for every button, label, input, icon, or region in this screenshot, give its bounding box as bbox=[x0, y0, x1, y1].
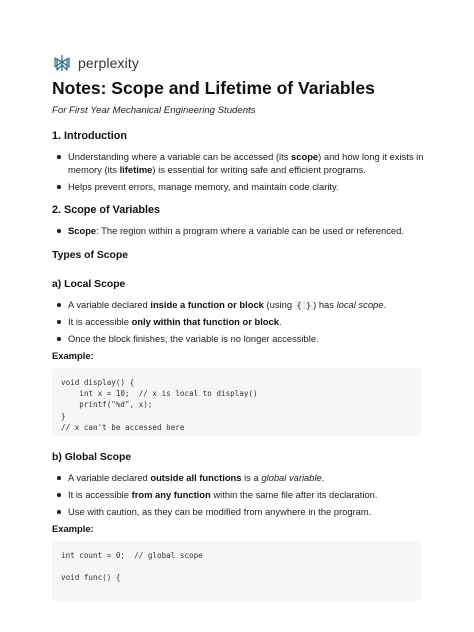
list-item-text: Helps prevent errors, manage memory, and maintain code clarity. bbox=[68, 181, 339, 192]
bold-text: from any function bbox=[131, 489, 211, 500]
bullet-icon bbox=[57, 493, 61, 497]
bold-text: Scope bbox=[68, 225, 97, 236]
text: It is accessible bbox=[68, 316, 132, 327]
text: . bbox=[278, 316, 282, 327]
example-label: Example: bbox=[52, 523, 94, 534]
bullet-icon bbox=[57, 476, 61, 480]
page-title: Notes: Scope and Lifetime of Variables bbox=[52, 78, 375, 98]
list-item-text: Use with caution, as they can be modified from anywhere in the program. bbox=[68, 506, 372, 517]
bold-text: scope bbox=[291, 151, 319, 162]
bullet-icon bbox=[57, 185, 61, 189]
example-label: Example: bbox=[52, 350, 94, 361]
bold-text: lifetime bbox=[119, 164, 153, 175]
text: ) is essential for writing safe and efficient programs. bbox=[152, 164, 366, 175]
text: . bbox=[383, 299, 387, 310]
section-heading-scope: 2. Scope of Variables bbox=[52, 204, 161, 216]
inline-code: { } bbox=[296, 301, 312, 310]
bullet-icon bbox=[57, 229, 61, 233]
brand-name: perplexity bbox=[78, 55, 139, 71]
subheading-types-of-scope: Types of Scope bbox=[52, 250, 129, 261]
bullet-icon bbox=[57, 320, 61, 324]
text: ) has bbox=[313, 299, 337, 310]
bullet-icon bbox=[57, 337, 61, 341]
text: A variable declared bbox=[68, 472, 151, 483]
text: It is accessible bbox=[68, 489, 132, 500]
code-block bbox=[52, 368, 421, 436]
text: : The region within a program where a variable can be used or referenced. bbox=[96, 225, 404, 236]
text: is a bbox=[241, 472, 262, 483]
text: A variable declared bbox=[68, 299, 151, 310]
subheading-local-scope: a) Local Scope bbox=[52, 279, 126, 290]
text: memory (its bbox=[68, 164, 120, 175]
text: ) and how long it exists in bbox=[318, 151, 424, 162]
code-text: void display() { int x = 10; // x is local to display() printf("%d", x); } // x can't be accessed here bbox=[61, 378, 258, 432]
italic-text: local scope bbox=[336, 299, 384, 310]
text: within the same file after its declaration. bbox=[210, 489, 378, 500]
text: . bbox=[321, 472, 325, 483]
perplexity-logo-icon bbox=[52, 53, 72, 73]
code-text: int count = 0; // global scope void func() { bbox=[61, 551, 203, 583]
brand-logo[interactable] bbox=[52, 53, 139, 73]
bullet-icon bbox=[57, 155, 61, 159]
text: (using bbox=[263, 299, 295, 310]
bullet-icon bbox=[57, 510, 61, 514]
subheading-global-scope: b) Global Scope bbox=[52, 452, 132, 463]
text: Understanding where a variable can be accessed (its bbox=[68, 151, 292, 162]
bold-text: outside all functions bbox=[150, 472, 242, 483]
bold-text: only within that function or block bbox=[131, 316, 279, 327]
page-subtitle: For First Year Mechanical Engineering Students bbox=[52, 105, 256, 116]
list-item-text: Once the block finishes, the variable is no longer accessible. bbox=[68, 333, 319, 344]
bold-text: inside a function or block bbox=[150, 299, 264, 310]
italic-text: global variable bbox=[261, 472, 322, 483]
section-heading-introduction: 1. Introduction bbox=[52, 130, 127, 142]
bullet-icon bbox=[57, 303, 61, 307]
code-block bbox=[52, 541, 421, 601]
